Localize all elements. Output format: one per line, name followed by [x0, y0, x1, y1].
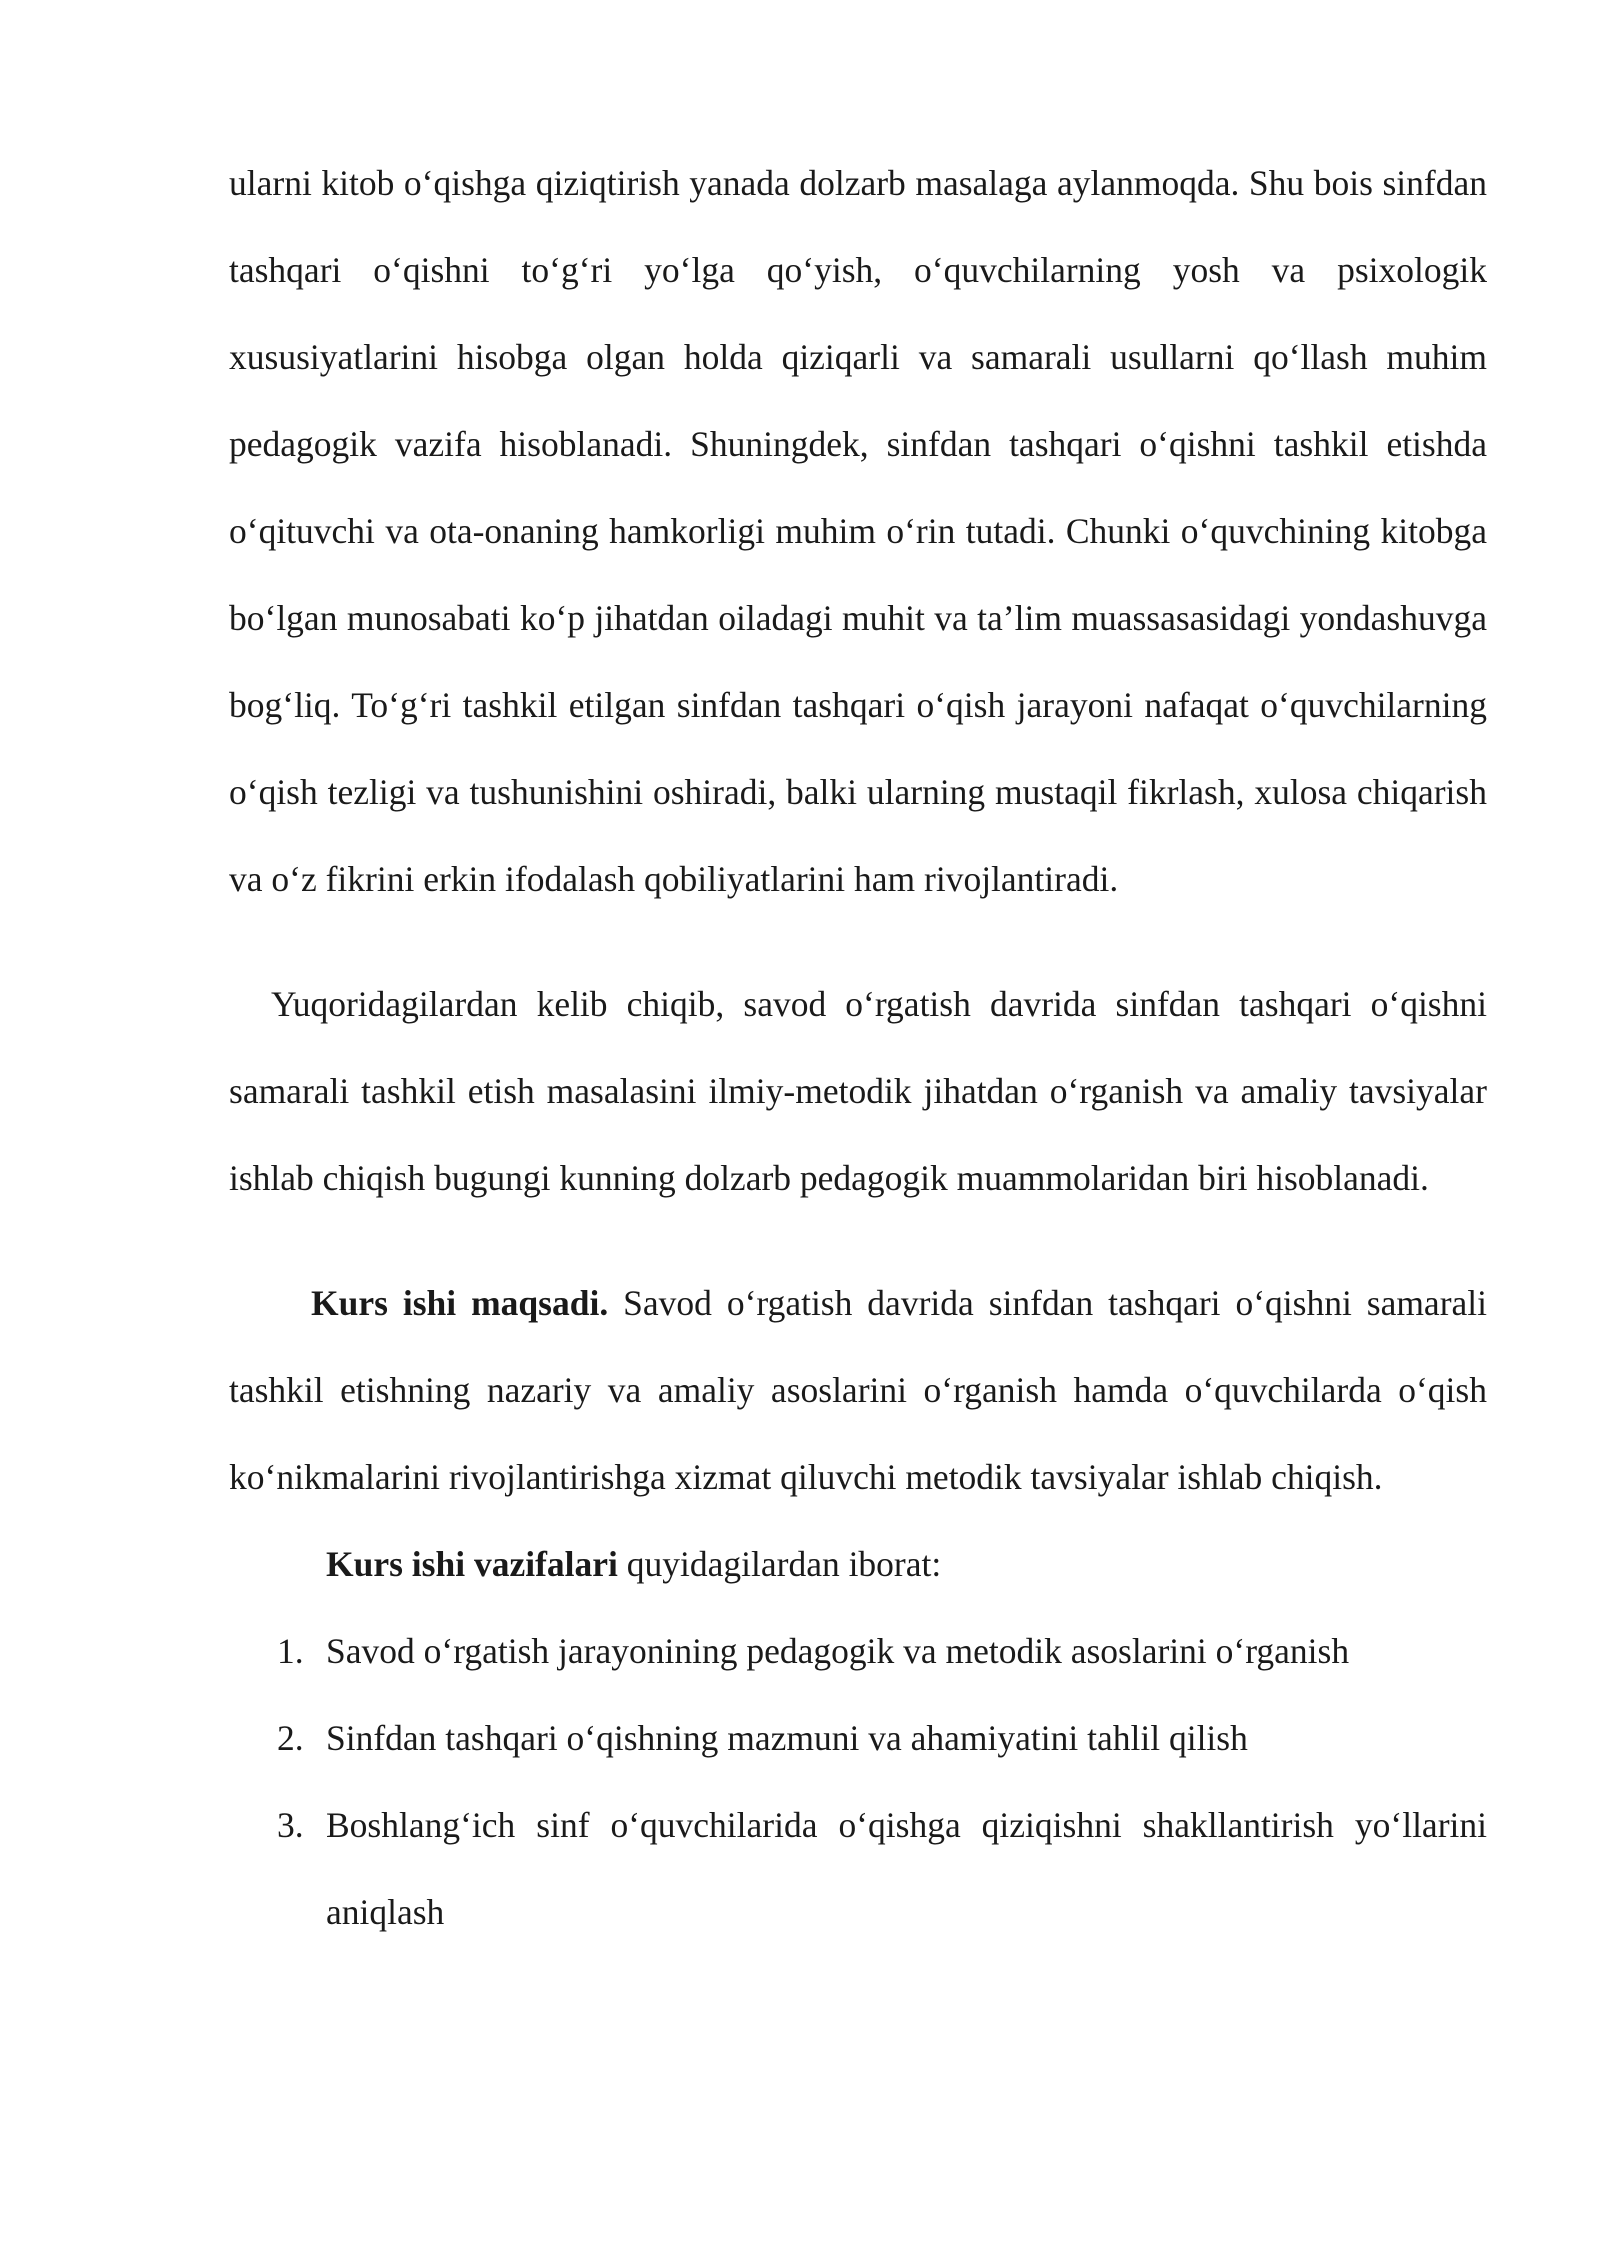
- task-list: [229, 1608, 1487, 1956]
- paragraph-conclusion: Yuqoridagilardan kelib chiqib, savod o‘rgatish davrida sinfdan tashqari o‘qishni samarali tashkil etish masalasini ilmiy-metodik jihatdan o‘rganish va amaliy tavsiyalar ishlab chiqish bugungi kunning dolzarb pedagogik muammolaridan biri hisoblanadi.: [229, 984, 1487, 1198]
- tasks-label: Kurs ishi vazifalari: [326, 1544, 618, 1584]
- list-item-number: 3.: [277, 1805, 304, 1845]
- list-item: [229, 1782, 1487, 1956]
- list-item: [229, 1608, 1487, 1695]
- document-page: [229, 140, 1487, 1956]
- list-item-number: 2.: [277, 1718, 304, 1758]
- list-item-number: 1.: [277, 1631, 304, 1671]
- list-item-text: Sinfdan tashqari o‘qishning mazmuni va ahamiyatini tahlil qilish: [326, 1718, 1248, 1758]
- goal-label: Kurs ishi maqsadi.: [311, 1283, 609, 1323]
- tasks-text: quyidagilardan iborat:: [617, 1544, 942, 1584]
- list-item-text: Boshlang‘ich sinf o‘quvchilarida o‘qishga qiziqishni shakllantirish yo‘llarini aniqlash: [326, 1805, 1487, 1932]
- goal-text: Savod o‘rgatish davrida sinfdan tashqari o‘qishni samarali tashkil etishning nazariy va amaliy asoslarini o‘rganish hamda o‘quvchilarda o‘qish ko‘nikmalarini rivojlantirishga xizmat qiluvchi metodik tavsiyalar ishlab chiqish.: [229, 1283, 1487, 1497]
- paragraph-tasks-intro: [229, 1521, 1487, 1608]
- paragraph-intro: ularni kitob o‘qishga qiziqtirish yanada dolzarb masalaga aylanmoqda. Shu bois sinfdan tashqari o‘qishni to‘g‘ri yo‘lga qo‘yish, o‘quvchilarning yosh va psixologik xususiyatlarini hisobga olgan holda qiziqarli va samarali usullarni qo‘llash muhim pedagogik vazifa hisoblanadi. Shuningdek, sinfdan tashqari o‘qishni tashkil etishda o‘qituvchi va ota-onaning hamkorligi muhim o‘rin tutadi. Chunki o‘quvchining kitobga bo‘lgan munosabati ko‘p jihatdan oiladagi muhit va ta’lim muassasasidagi yondashuvga bog‘liq. To‘g‘ri tashkil etilgan sinfdan tashqari o‘qish jarayoni nafaqat o‘quvchilarning o‘qish tezligi va tushunishini oshiradi, balki ularning mustaqil fikrlash, xulosa chiqarish va o‘z fikrini erkin ifodalash qobiliyatlarini ham rivojlantiradi.: [229, 163, 1487, 899]
- list-item: [229, 1695, 1487, 1782]
- paragraph-goal: [229, 1260, 1487, 1521]
- list-item-text: Savod o‘rgatish jarayonining pedagogik va metodik asoslarini o‘rganish: [326, 1631, 1350, 1671]
